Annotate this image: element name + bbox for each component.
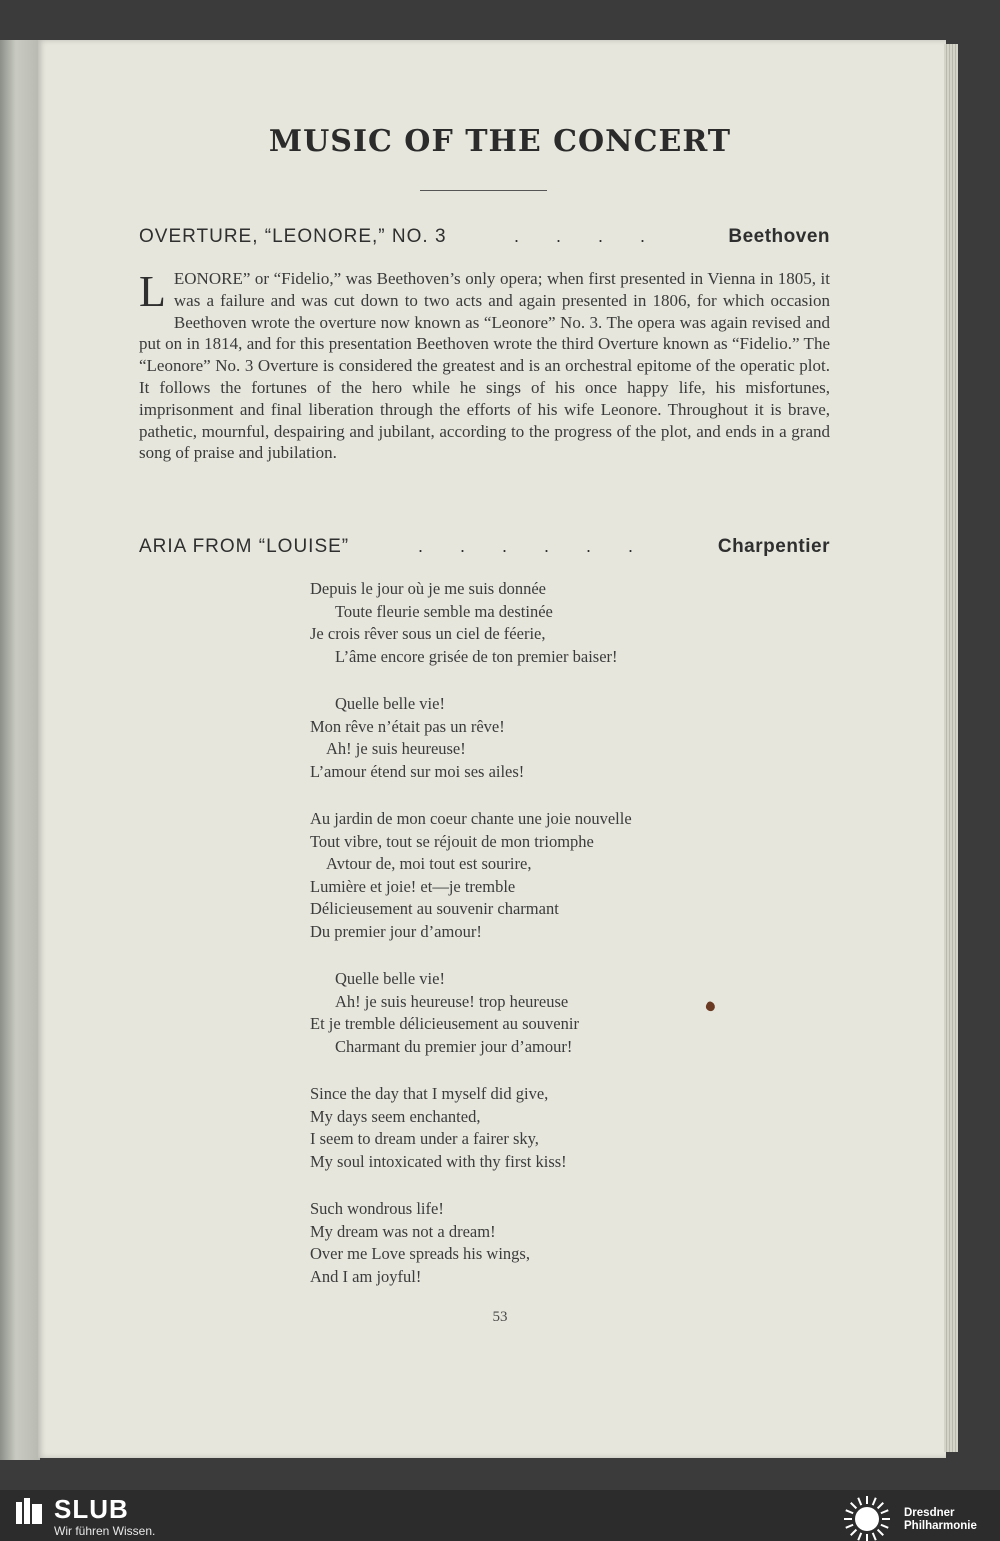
- verse-line: Mon rêve n’était pas un rêve!: [310, 716, 505, 736]
- slub-tagline: Wir führen Wissen.: [54, 1524, 156, 1538]
- slub-brand[interactable]: SLUB: [54, 1494, 129, 1524]
- slub-logo-icon[interactable]: [14, 1496, 44, 1526]
- book-spine: [0, 40, 40, 1460]
- page-number: 53: [492, 1309, 508, 1325]
- page-title: MUSIC OF THE CONCERT: [268, 124, 732, 159]
- verse-line: Avtour de, moi tout est sourire,: [326, 854, 532, 873]
- drop-cap: L: [139, 267, 166, 316]
- verse-line: My soul intoxicated with thy first kiss!: [310, 1151, 567, 1171]
- stanza-4: [310, 968, 770, 1058]
- verse-line: L’amour étend sur moi ses ailes!: [310, 761, 525, 781]
- verse-line: Du premier jour d’amour!: [310, 921, 482, 941]
- overture-title: OVERTURE, “LEONORE,” NO. 3: [139, 226, 447, 247]
- verse-line: Lumière et joie! et—je tremble: [310, 876, 516, 896]
- leader-dots: . . . .: [513, 226, 661, 246]
- philharmonie-brand-line2: Philharmonie: [904, 1520, 977, 1532]
- philharmonie-brand-line1: Dresdner: [904, 1507, 955, 1519]
- verse-line: Quelle belle vie!: [335, 969, 445, 988]
- verse-line: Toute fleurie semble ma destinée: [335, 601, 553, 621]
- verse-line: I seem to dream under a fairer sky,: [310, 1129, 539, 1148]
- verse-line: Ah! je suis heureuse! trop heureuse: [335, 991, 569, 1011]
- title-divider: [420, 190, 547, 191]
- stanza-6: [310, 1198, 770, 1288]
- verse-line: Since the day that I myself did give,: [310, 1084, 549, 1103]
- verse-line: Délicieusement au souvenir charmant: [310, 899, 559, 918]
- verse-line: Quelle belle vie!: [335, 694, 445, 713]
- verse-line: My days seem enchanted,: [310, 1106, 481, 1126]
- philharmonie-brand[interactable]: [904, 1507, 977, 1533]
- aria-lyrics: [310, 578, 770, 1313]
- page-edges: [944, 44, 958, 1452]
- verse-line: And I am joyful!: [310, 1266, 422, 1286]
- verse-line: Ah! je suis heureuse!: [326, 739, 466, 758]
- section-heading-overture: [139, 226, 830, 248]
- overture-body-text: EONORE” or “Fidelio,” was Beethoven’s only opera; when first presented in Vienna in 1805, it was a failure and was cut down to two acts and again presented in 1806, for which occasion Beethoven wrote the overture now known as “Leonore” No. 3. The opera was again revised and put on in 1814, and for this presentation Beethoven wrote the third Overture known as “Fidelio.” The “Leonore” No. 3 Overture is considered the greatest and is an orchestral epitome of the operatic plot. It follows the fortunes of the hero while he sings of his once happy life, his misfortunes, imprisonment and final liberation through the efforts of his wife Leonore. Throughout it is brave, pathetic, mournful, despairing and jubilant, according to the progress of the plot, and ends in a grand song of praise and jubilation.: [139, 269, 830, 463]
- verse-line: L’âme encore grisée de ton premier baiser!: [335, 646, 618, 666]
- stanza-5: [310, 1083, 770, 1173]
- aria-title: ARIA FROM “LOUISE”: [139, 536, 350, 557]
- leader-dots: . . . . . .: [417, 536, 649, 556]
- stanza-2: [310, 693, 770, 783]
- stanza-3: [310, 808, 770, 943]
- philharmonie-logo-icon[interactable]: [842, 1494, 892, 1541]
- overture-description: [139, 268, 830, 464]
- section-heading-aria: [139, 536, 830, 558]
- verse-line: Tout vibre, tout se réjouit de mon triomphe: [310, 831, 594, 851]
- stanza-1: [310, 578, 770, 668]
- verse-line: Je crois rêver sous un ciel de féerie,: [310, 624, 546, 643]
- verse-line: Au jardin de mon coeur chante une joie nouvelle: [310, 809, 632, 828]
- verse-line: Such wondrous life!: [310, 1199, 444, 1218]
- verse-line: Et je tremble délicieusement au souvenir: [310, 1014, 579, 1033]
- verse-line: Charmant du premier jour d’amour!: [335, 1036, 573, 1056]
- composer-beethoven: Beethoven: [728, 226, 830, 247]
- composer-charpentier: Charpentier: [717, 536, 830, 557]
- verse-line: Depuis le jour où je me suis donnée: [310, 579, 546, 598]
- verse-line: My dream was not a dream!: [310, 1221, 496, 1241]
- verse-line: Over me Love spreads his wings,: [310, 1244, 530, 1263]
